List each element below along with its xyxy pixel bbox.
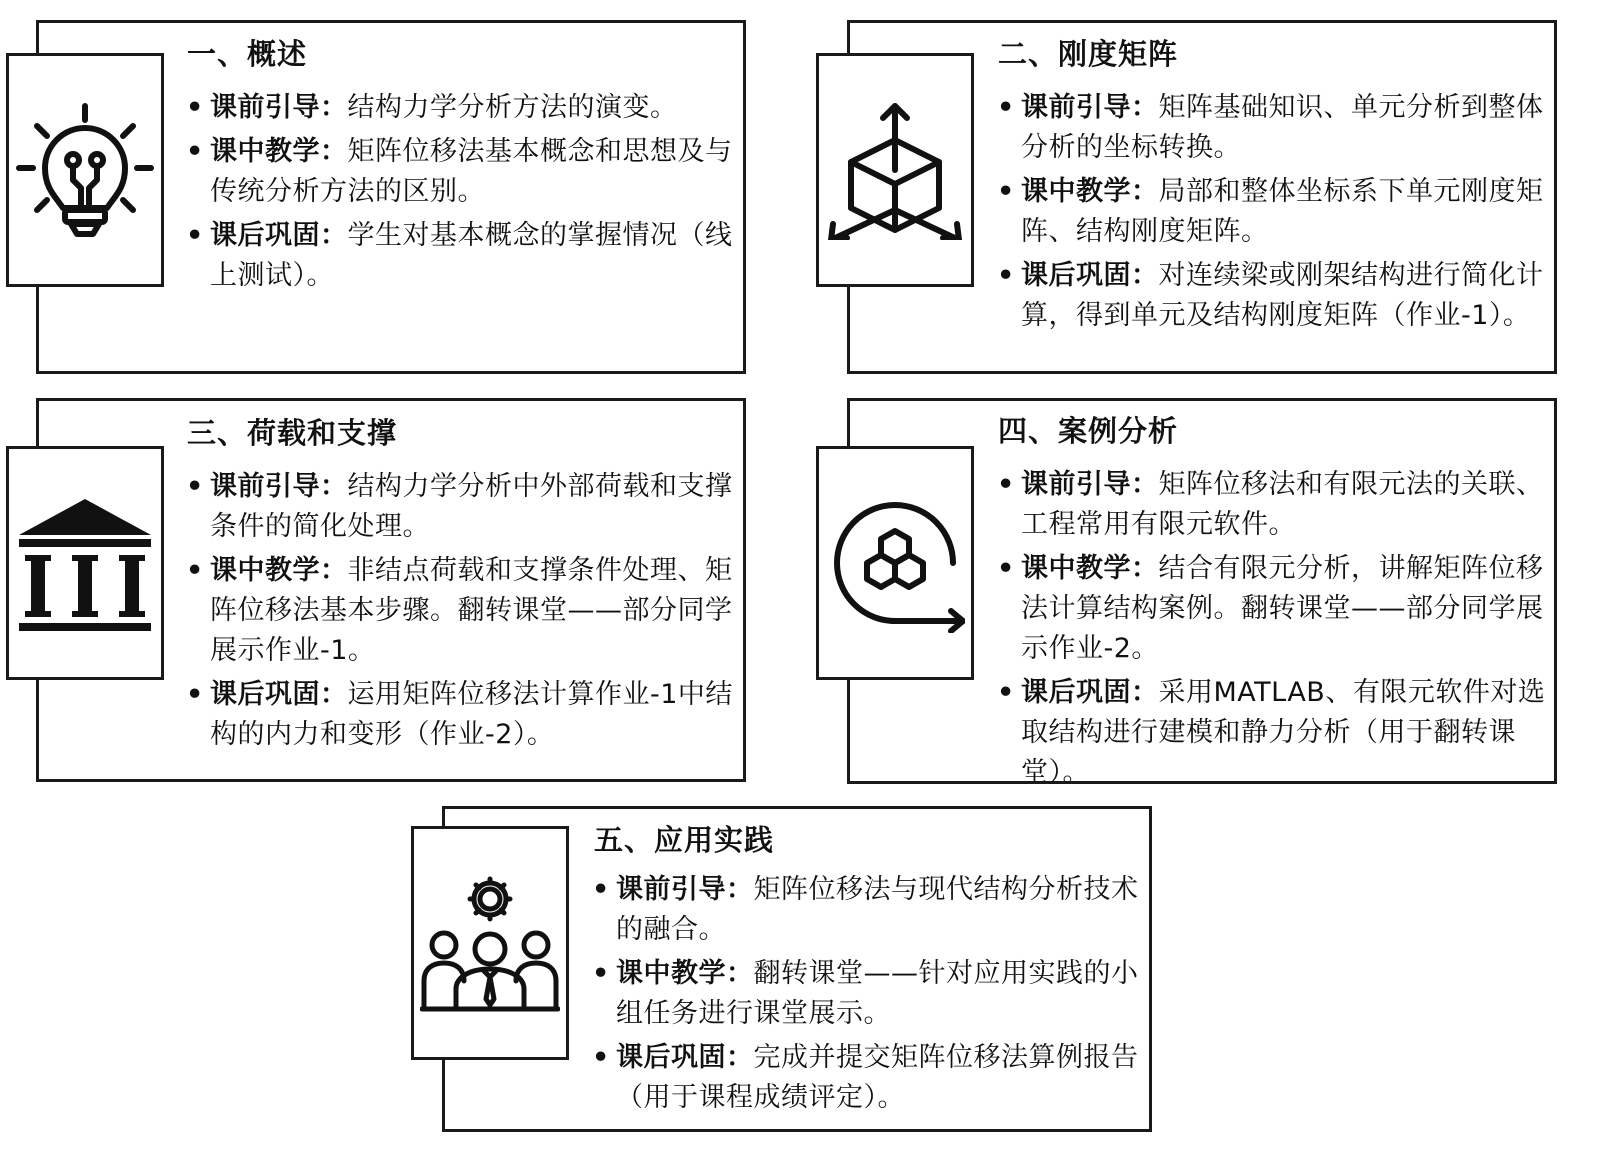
list-item: • 课中教学：结合有限元分析，讲解矩阵位移法计算结构案例。翻转课堂——部分同学展示作业-2。 bbox=[997, 549, 1549, 669]
list-item: • 课中教学：非结点荷载和支撑条件处理、矩阵位移法基本步骤。翻转课堂——部分同学展示作业-1。 bbox=[186, 551, 736, 671]
list-item: • 课后巩固：运用矩阵位移法计算作业-1中结构的内力和变形（作业-2）。 bbox=[186, 675, 736, 755]
cube-arrows-icon bbox=[825, 100, 965, 240]
list-item: • 课中教学：矩阵位移法基本概念和思想及与传统分析方法的区别。 bbox=[186, 132, 736, 212]
section-title: 二、刚度矩阵 bbox=[998, 37, 1179, 71]
section-title: 一、概述 bbox=[187, 37, 308, 71]
section-item-list bbox=[997, 465, 1549, 797]
list-item: • 课后巩固：采用MATLAB、有限元软件对选取结构进行建模和静力分析（用于翻转课堂）。 bbox=[997, 673, 1549, 793]
list-item: • 课前引导：矩阵位移法与现代结构分析技术的融合。 bbox=[592, 870, 1144, 950]
pillars-icon bbox=[15, 493, 155, 633]
list-item: • 课前引导：结构力学分析方法的演变。 bbox=[186, 88, 736, 128]
section-item-list bbox=[186, 467, 736, 759]
section-icon-box-application bbox=[411, 826, 569, 1060]
list-item: • 课后巩固：学生对基本概念的掌握情况（线上测试）。 bbox=[186, 216, 736, 296]
section-icon-box-case-analysis bbox=[816, 446, 974, 680]
section-icon-box-overview bbox=[6, 53, 164, 287]
section-item-list bbox=[592, 870, 1144, 1122]
section-title: 三、荷载和支撑 bbox=[187, 416, 398, 450]
list-item: • 课中教学：翻转课堂——针对应用实践的小组任务进行课堂展示。 bbox=[592, 954, 1144, 1034]
section-title: 五、应用实践 bbox=[594, 823, 775, 857]
list-item: • 课后巩固：完成并提交矩阵位移法算例报告（用于课程成绩评定）。 bbox=[592, 1038, 1144, 1118]
list-item: • 课前引导：矩阵位移法和有限元法的关联、工程常用有限元软件。 bbox=[997, 465, 1549, 545]
section-icon-box-load-support bbox=[6, 446, 164, 680]
team-gear-icon bbox=[420, 873, 560, 1013]
section-title: 四、案例分析 bbox=[998, 414, 1179, 448]
section-item-list bbox=[186, 88, 736, 300]
list-item: • 课前引导：结构力学分析中外部荷载和支撑条件的简化处理。 bbox=[186, 467, 736, 547]
list-item: • 课前引导：矩阵基础知识、单元分析到整体分析的坐标转换。 bbox=[997, 88, 1549, 168]
list-item: • 课后巩固：对连续梁或刚架结构进行简化计算，得到单元及结构刚度矩阵（作业-1）。 bbox=[997, 256, 1549, 336]
hexagon-cycle-icon bbox=[825, 493, 965, 633]
section-icon-box-stiffness-matrix bbox=[816, 53, 974, 287]
list-item: • 课中教学：局部和整体坐标系下单元刚度矩阵、结构刚度矩阵。 bbox=[997, 172, 1549, 252]
section-item-list bbox=[997, 88, 1549, 340]
lightbulb-icon bbox=[15, 100, 155, 240]
